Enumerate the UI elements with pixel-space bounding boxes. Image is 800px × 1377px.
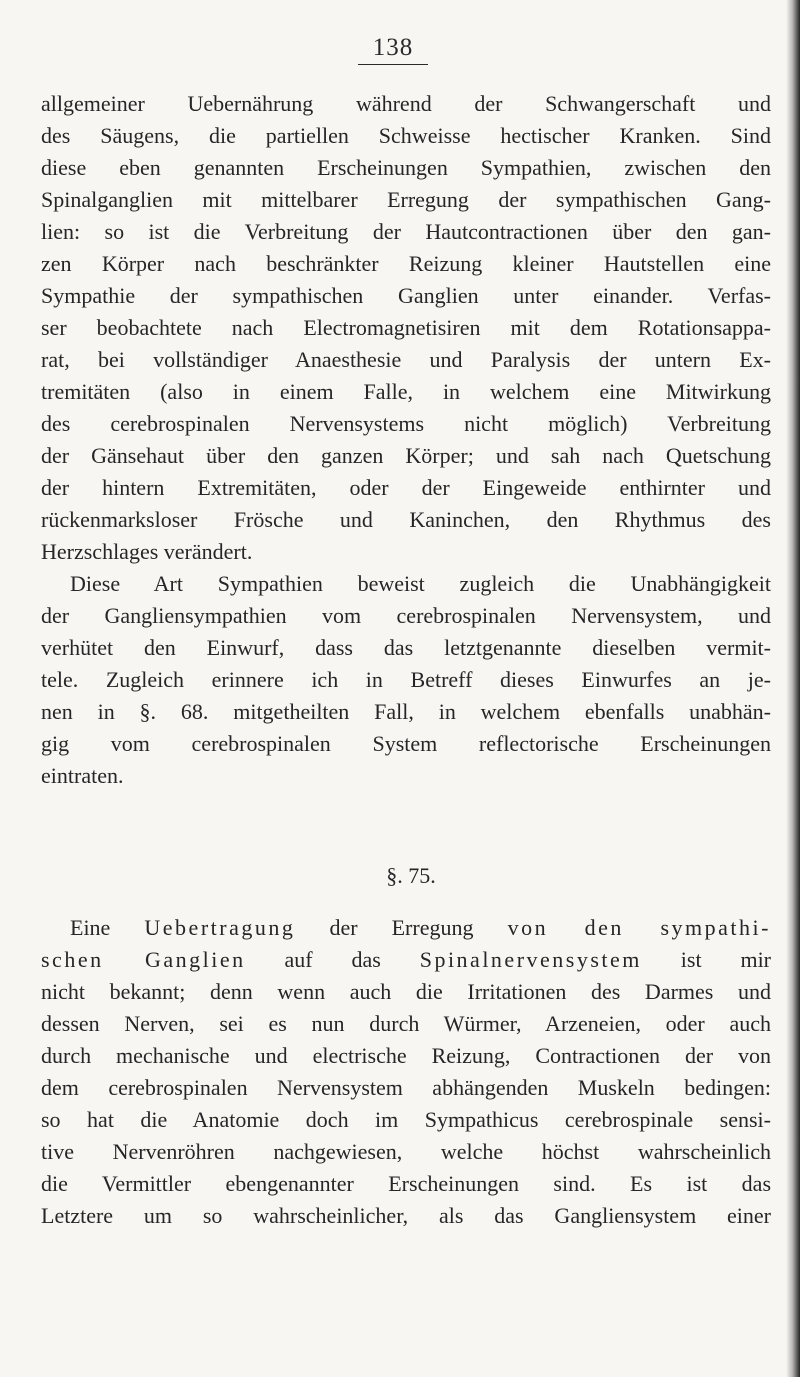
- text-line: des cerebrospinalen Nervensystems nicht möglich) Verbreitung: [41, 411, 771, 436]
- emphasis-run: Spinalnervensystem: [419, 947, 642, 972]
- text-line: die Vermittler ebengenannter Erscheinungen sind. Es ist das: [41, 1171, 771, 1196]
- text-line: verhütet den Einwurf, dass das letztgenannte dieselben vermit-: [41, 635, 771, 660]
- text-run: Eine: [70, 915, 145, 940]
- text-line: diese eben genannten Erscheinungen Sympathien, zwischen den: [41, 155, 771, 180]
- text-line: rat, bei vollständiger Anaesthesie und Paralysis der untern Ex-: [41, 347, 771, 372]
- emphasis-run: von den sympathi-: [507, 915, 771, 940]
- text-line: so hat die Anatomie doch im Sympathicus cerebrospinale sensi-: [41, 1107, 771, 1132]
- text-run: der Erregung: [295, 915, 508, 940]
- text-line: [41, 944, 771, 976]
- text-line: dem cerebrospinalen Nervensystem abhängenden Muskeln bedingen:: [41, 1075, 771, 1100]
- text-line: Sympathie der sympathischen Ganglien unter einander. Verfas-: [41, 283, 771, 308]
- text-line: tremitäten (also in einem Falle, in welchem eine Mitwirkung: [41, 379, 771, 404]
- text-line: nicht bekannt; denn wenn auch die Irritationen des Darmes und: [41, 979, 771, 1004]
- text-line: der Gänsehaut über den ganzen Körper; und sah nach Quetschung: [41, 443, 771, 468]
- text-line: eintraten.: [41, 763, 124, 788]
- text-line: rückenmarksloser Frösche und Kaninchen, den Rhythmus des: [41, 507, 771, 532]
- text-line: tive Nervenröhren nachgewiesen, welche höchst wahrscheinlich: [41, 1139, 771, 1164]
- text-line: der hintern Extremitäten, oder der Eingeweide enthirnter und: [41, 475, 771, 500]
- section-gap: [41, 792, 771, 860]
- text-run: auf das: [245, 947, 420, 972]
- text-line: durch mechanische und electrische Reizung, Contractionen der von: [41, 1043, 771, 1068]
- page-edge-shadow: [786, 0, 800, 1377]
- text-line: nen in §. 68. mitgetheilten Fall, in welchem ebenfalls unabhän-: [41, 699, 771, 724]
- text-line: des Säugens, die partiellen Schweisse hectischer Kranken. Sind: [41, 123, 771, 148]
- text-line: ser beobachtete nach Electromagnetisiren mit dem Rotationsappa-: [41, 315, 771, 340]
- text-line: Letztere um so wahrscheinlicher, als das Gangliensystem einer: [41, 1203, 771, 1228]
- section-heading: §. 75.: [386, 863, 436, 888]
- text-run: ist mir: [641, 947, 772, 972]
- text-line: [41, 912, 771, 944]
- section-gap: [41, 892, 771, 912]
- text-line: Diese Art Sympathien beweist zugleich die Unabhängigkeit: [70, 571, 771, 596]
- body-text: [41, 88, 771, 1232]
- page-number: 138: [358, 34, 428, 65]
- text-line: tele. Zugleich erinnere ich in Betreff dieses Einwurfes an je-: [41, 667, 771, 692]
- text-line: dessen Nerven, sei es nun durch Würmer, Arzeneien, oder auch: [41, 1011, 771, 1036]
- text-line: der Gangliensympathien vom cerebrospinalen Nervensystem, und: [41, 603, 771, 628]
- text-line: Herzschlages verändert.: [41, 539, 253, 564]
- text-line: lien: so ist die Verbreitung der Hautcontractionen über den gan-: [41, 219, 771, 244]
- text-line: Spinalganglien mit mittelbarer Erregung der sympathischen Gang-: [41, 187, 771, 212]
- text-line: gig vom cerebrospinalen System reflectorische Erscheinungen: [41, 731, 771, 756]
- text-line: allgemeiner Uebernährung während der Schwangerschaft und: [41, 91, 771, 116]
- emphasis-run: Uebertragung: [144, 915, 296, 940]
- text-line: zen Körper nach beschränkter Reizung kleiner Hautstellen eine: [41, 251, 771, 276]
- emphasis-run: schen Ganglien: [41, 947, 246, 972]
